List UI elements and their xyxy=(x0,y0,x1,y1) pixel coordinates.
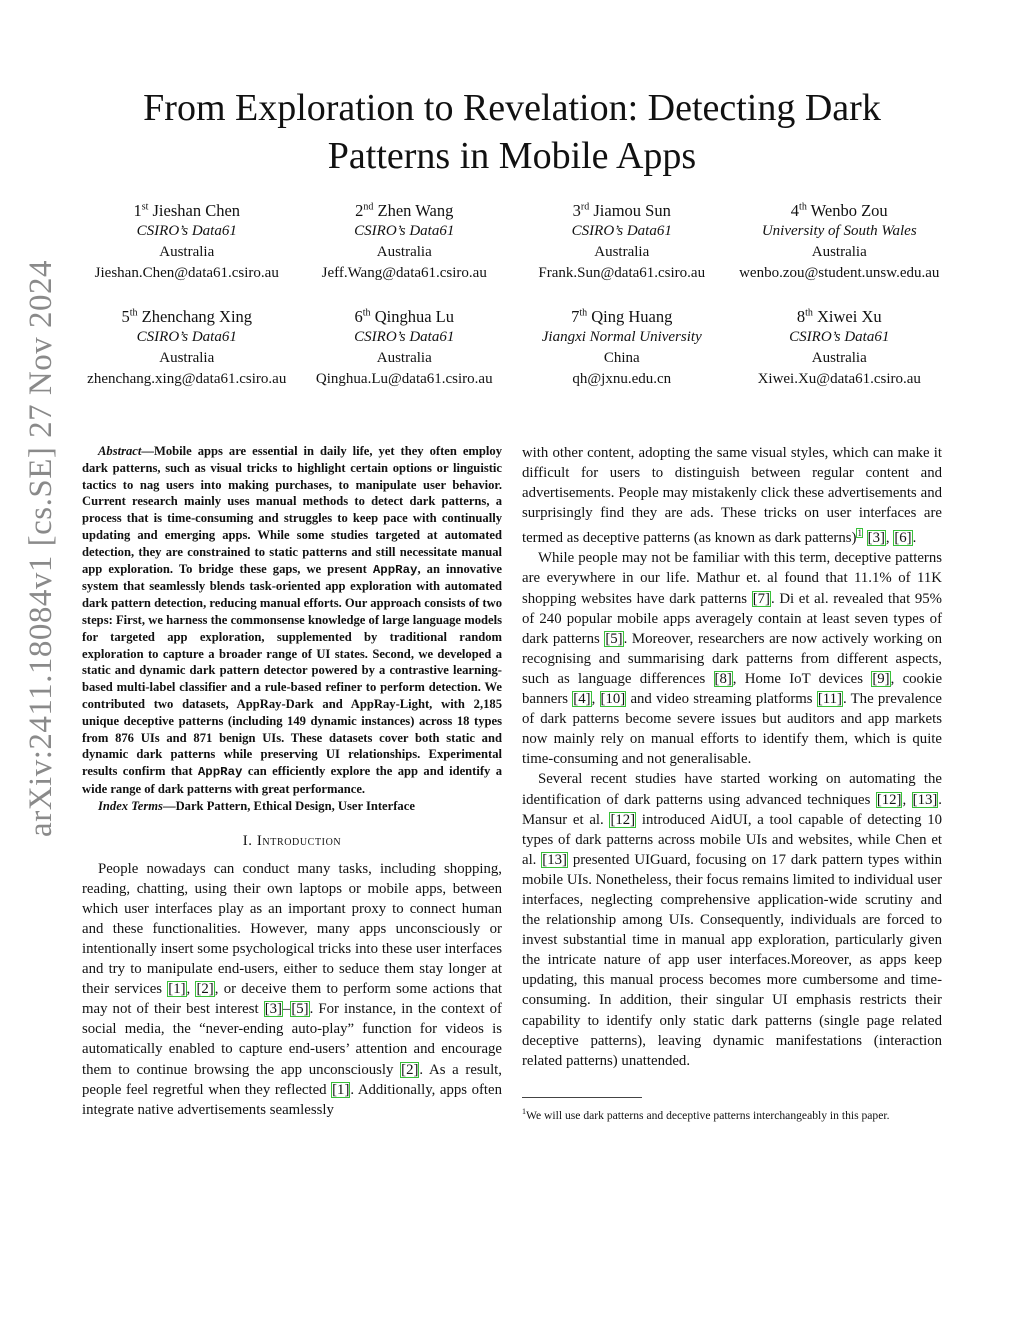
author-name: Zhen Wang xyxy=(377,201,454,220)
author-name-line: 5th Zhenchang Xing xyxy=(121,307,253,326)
citation-link[interactable]: [3] xyxy=(264,1001,282,1018)
author-name-line: 3rd Jiamou Sun xyxy=(572,201,671,220)
author-country: Australia xyxy=(159,350,215,366)
author-name: Xiwei Xu xyxy=(817,307,882,326)
intro-paragraph-2: While people may not be familiar with this term, deceptive patterns are everywhere in our life. Mathur et. al found that 11.1% of 11K shopping websites have dark patterns [7]. Di et al. revealed that 95% of 240 popular mobile apps averagely contain at least seven types of dark patterns [5]. Moreover, researchers are now actively working on recognising and summarising dark patterns from different aspects, such as language differences [8], Home IoT devices [9], cookie banners [4], [10] and video streaming platforms [11]. The prevalence of dark patterns become severe issues but auditors and app markets now mainly rely on manual efforts to identify them, which is quite time-consuming and not generalisable. xyxy=(522,550,943,768)
author-email[interactable]: Frank.Sun@data61.csiro.au xyxy=(538,265,706,281)
system-name: AppRay xyxy=(372,562,418,577)
footnote-mark: 1 xyxy=(522,1106,526,1116)
citation-link[interactable]: [2] xyxy=(196,981,214,998)
author-country: Australia xyxy=(594,244,650,260)
author-affiliation: Jiangxi Normal University xyxy=(541,329,702,345)
citation-link[interactable]: [12] xyxy=(610,811,636,828)
citation-link[interactable]: [5] xyxy=(605,630,623,647)
author-name: Jiamou Sun xyxy=(593,201,671,220)
intro-paragraph-1: People nowadays can conduct many tasks, including shopping, reading, chatting, using their own laptops or mobile apps, between which user interfaces play as an important proxy to connect human and these functionalities. However, many apps unconsciously or intentionally insert some psychological tricks into these user interfaces and try to manipulate end-users, either to seduce them stay longer at their services [1], [2], or deceive them to perform some actions that may not of their best interest [3]–[5]. For instance, in the context of social media, the “never-ending auto-play” function for videos is automatically enabled to capture end-users’ attention and encourage them to continue browsing the app unconsciously [2]. As a result, people feel regretful when they reflected [1]. Additionally, apps often integrate native advertisements seamlessly xyxy=(82,860,502,1118)
citation-link[interactable]: [11] xyxy=(817,691,842,708)
author-block xyxy=(78,200,948,412)
system-name: AppRay xyxy=(197,765,243,780)
author-email[interactable]: Jeff.Wang@data61.csiro.au xyxy=(321,265,487,281)
abstract: Abstract—Mobile apps are essential in daily life, yet they often employ dark patterns, such as visual tricks to highlight certain options or linguistic tactics to nag users into making purchases, to manipulate user behavior. Current research mainly uses manual methods to detect dark patterns, a process that is time-consuming and struggles to keep pace with continually updating and emerging apps. While some studies targeted at automated detection, they are constrained to static patterns and still necessitate manual app exploration. To bridge these gaps, we present AppRay, an innovative system that seamlessly blends task-oriented app exploration with automated dark pattern detection, reducing manual efforts. Our approach consists of two steps: First, we harness the commonsense knowledge of large language models for targeted app exploration, supplemented by traditional random exploration to capture a broader range of UI states. Second, we developed a static and dynamic dark pattern detector powered by a contrastive learning-based multi-label classifier and a rule-based refiner to perform detection. We contributed two datasets, AppRay-Dark and AppRay-Light, with 2,185 unique deceptive patterns (including 149 dynamic instances) across 18 types from 876 UIs and 871 benign UIs. These datasets cover both static and dynamic dark patterns while preserving UI relationships. Experimental results confirm that AppRay can efficiently explore the app and identify a wide range of dark patterns with great performance. xyxy=(82,444,502,796)
author-entry xyxy=(78,306,296,390)
author-row-1 xyxy=(78,200,948,284)
citation-link[interactable]: [4] xyxy=(573,691,591,708)
author-entry xyxy=(513,306,731,390)
author-entry xyxy=(731,306,949,390)
footnote-divider xyxy=(522,1097,642,1098)
author-affiliation: CSIRO’s Data61 xyxy=(354,329,455,345)
author-name-line: 1st Jieshan Chen xyxy=(133,201,241,220)
author-country: Australia xyxy=(159,244,215,260)
arxiv-id-text: arXiv:2411.18084v1 [cs.SE] 27 Nov 2024 xyxy=(22,259,59,837)
citation-link[interactable]: [1] xyxy=(332,1081,350,1098)
author-name: Wenbo Zou xyxy=(810,201,888,220)
citation-link[interactable]: [8] xyxy=(714,670,732,687)
author-name-line: 7th Qing Huang xyxy=(571,307,673,326)
citation-link[interactable]: [13] xyxy=(542,851,567,868)
author-email[interactable]: zhenchang.xing@data61.csiro.au xyxy=(87,371,287,387)
citation-link[interactable]: [5] xyxy=(291,1001,309,1018)
author-country: China xyxy=(603,350,640,366)
author-affiliation: University of South Wales xyxy=(761,223,917,239)
author-country: Australia xyxy=(376,350,432,366)
citation-link[interactable]: [12] xyxy=(876,791,902,808)
citation-link[interactable]: [13] xyxy=(912,791,938,808)
citation-link[interactable]: [2] xyxy=(401,1061,419,1078)
author-name: Jieshan Chen xyxy=(152,201,241,220)
intro-paragraph-1-continued: with other content, adopting the same visual styles, which can make it difficult for users to distinguish between regular content and advertisements. People may mistakenly click these advertisements and surprisingly find they are ads. These tricks on user interfaces are termed as deceptive patterns (as known as dark patterns)$^1$ [3], [6]. xyxy=(522,445,942,547)
author-name: Qinghua Lu xyxy=(374,307,454,326)
citation-link[interactable]: [3] xyxy=(867,530,885,547)
paper-title: From Exploration to Revelation: Detecting Dark Patterns in Mobile Apps xyxy=(143,87,881,177)
author-entry xyxy=(513,200,731,284)
author-email[interactable]: Jieshan.Chen@data61.csiro.au xyxy=(94,265,279,281)
author-email[interactable]: Xiwei.Xu@data61.csiro.au xyxy=(757,371,921,387)
author-row-2 xyxy=(78,306,948,390)
author-country: Australia xyxy=(376,244,432,260)
author-entry xyxy=(78,200,296,284)
section-title: Introduction xyxy=(256,832,342,849)
author-entry xyxy=(731,200,949,284)
author-affiliation: CSIRO’s Data61 xyxy=(571,223,672,239)
author-affiliation: CSIRO’s Data61 xyxy=(136,329,237,345)
author-name-line: 4th Wenbo Zou xyxy=(790,201,888,220)
arxiv-identifier-stamp xyxy=(6,148,76,948)
intro-paragraph-3: Several recent studies have started working on automating the identification of dark patterns using advanced techniques [12], [13]. Mansur et al. [12] introduced AidUI, a tool capable of detecting 10 types of dark patterns across mobile UIs and websites, while Chen et al. [13] presented UIGuard, focusing on 17 dark pattern types within mobile UIs. Nonetheless, their focus remains limited to individual user interfaces, neglecting comprehensive application-wide scrutiny and the relationship among UIs. Consequently, individuals are forced to invest substantial time in manual app exploration, particularly given the intricate nature of app user interfaces.Moreover, as apps keep updating, this manual process becomes more cumbersome and time-consuming. In addition, their singular UI emphasis restricts their capability to identify only static dark patterns (single page related deceptive patterns), leaving dynamic manifestations (interaction related patterns) unattended. xyxy=(522,771,942,1069)
author-name-line: 2nd Zhen Wang xyxy=(355,201,454,220)
index-terms: Index Terms—Dark Pattern, Ethical Design, User Interface xyxy=(98,798,415,813)
section-heading: I. Introduction xyxy=(242,832,342,849)
citation-link[interactable]: [10] xyxy=(600,691,626,708)
footnote xyxy=(522,1104,942,1123)
author-email[interactable]: Qinghua.Lu@data61.csiro.au xyxy=(315,371,493,387)
author-name-line: 6th Qinghua Lu xyxy=(354,307,454,326)
author-affiliation: CSIRO’s Data61 xyxy=(354,223,455,239)
author-entry xyxy=(296,306,514,390)
author-affiliation: CSIRO’s Data61 xyxy=(136,223,237,239)
index-terms-label: Index Terms xyxy=(98,798,163,813)
footnote-link[interactable]: 1 xyxy=(857,528,862,539)
author-name-line: 8th Xiwei Xu xyxy=(796,307,882,326)
author-affiliation: CSIRO’s Data61 xyxy=(789,329,890,345)
left-column xyxy=(82,443,502,1120)
footnote-text: We will use dark patterns and deceptive patterns interchangeably in this paper. xyxy=(526,1108,890,1122)
author-country: Australia xyxy=(811,350,867,366)
citation-link[interactable]: [7] xyxy=(752,590,770,607)
abstract-label: Abstract xyxy=(98,444,142,458)
right-column xyxy=(522,443,942,1123)
author-entry xyxy=(296,200,514,284)
citation-link[interactable]: [9] xyxy=(872,670,890,687)
author-email[interactable]: qh@jxnu.edu.cn xyxy=(572,371,672,387)
author-country: Australia xyxy=(811,244,867,260)
author-name: Qing Huang xyxy=(591,307,673,326)
author-email[interactable]: wenbo.zou@student.unsw.edu.au xyxy=(739,265,940,281)
author-name: Zhenchang Xing xyxy=(141,307,253,326)
citation-link[interactable]: [6] xyxy=(894,530,912,547)
citation-link[interactable]: [1] xyxy=(168,981,186,998)
